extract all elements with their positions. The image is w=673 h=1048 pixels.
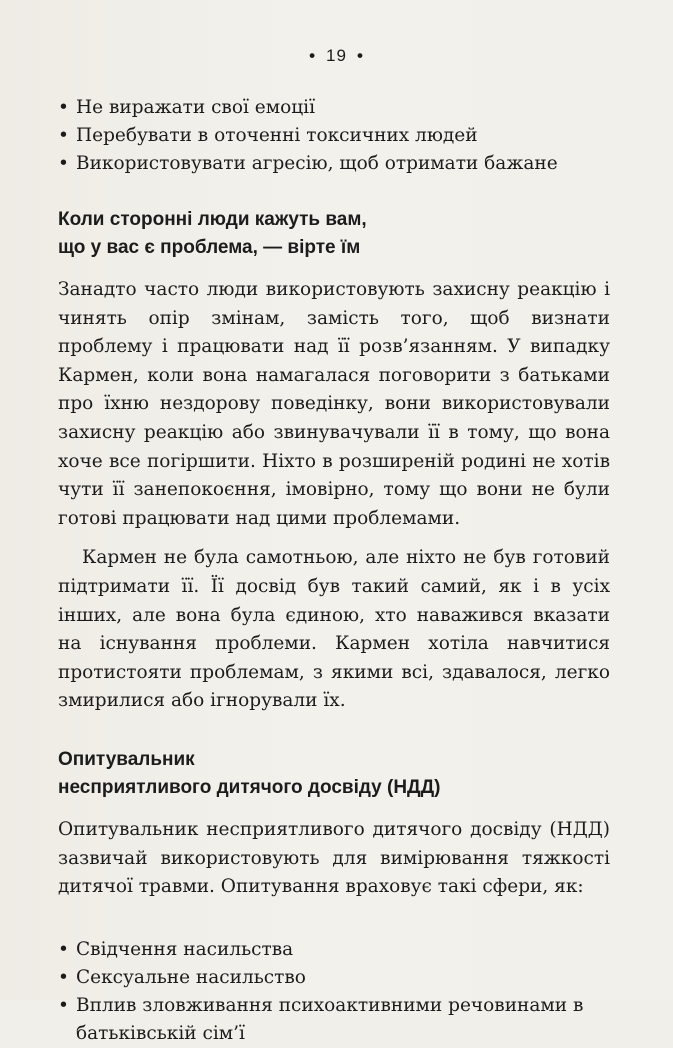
heading-line: що у вас є проблема, — вірте їм: [58, 237, 361, 258]
heading-line: Коли сторонні люди кажуть вам,: [58, 209, 367, 230]
section-heading-ace-questionnaire: [58, 746, 610, 802]
list-item: • Використовувати агресію, щоб отримати бажане: [58, 150, 610, 178]
bullet-list-top: [58, 94, 610, 178]
bullet-list-bottom: [58, 936, 610, 1048]
body-paragraph: Кармен не була самотньою, але ніхто не був готовий підтримати її. Її досвід був такий самий, як і в усіх інших, але вона була єдиною, хто наважився вказати на існування проблеми. Кармен хотіла навчитися протистояти проблемам, з якими всі, здавалося, легко змирилися або ігнорували їх.: [58, 547, 610, 712]
ornament-dot-right: •: [356, 46, 364, 65]
ornament-dot-left: •: [309, 46, 317, 65]
page-content: [58, 94, 610, 1048]
list-item: • Свідчення насильства: [58, 936, 610, 964]
list-item: • Не виражати свої емоції: [58, 94, 610, 122]
list-item: • Вплив зловживання психоактивними речовинами в батьківській сім’ї: [58, 992, 610, 1048]
list-item: • Перебувати в оточенні токсичних людей: [58, 122, 610, 150]
running-head: [0, 46, 673, 66]
body-paragraph: Занадто часто люди використовують захисну реакцію і чинять опір змінам, замість того, щоб визнати проблему і працювати над її розв’язанням. У випадку Кармен, коли вона намагалася поговорити з батьками про їхню нездорову поведінку, вони використовували захисну реакцію або звинувачували її в тому, що вона хоче все погіршити. Ніхто в розширеній родині не хотів чути її занепокоєння, імовірно, тому що вони не були готові працювати над цими проблемами.: [58, 279, 610, 529]
heading-line: несприятливого дитячого досвіду (НДД): [58, 776, 441, 798]
page-number: 19: [326, 46, 347, 65]
body-paragraph: Опитувальник несприятливого дитячого досвіду (НДД) зазвичай використовують для вимірювання тяжкості дитячої травми. Опитування враховує такі сфери, як:: [58, 818, 610, 898]
heading-line: Опитувальник: [58, 748, 195, 770]
list-item: • Сексуальне насильство: [58, 964, 610, 992]
section-heading-outsiders: [58, 206, 610, 262]
